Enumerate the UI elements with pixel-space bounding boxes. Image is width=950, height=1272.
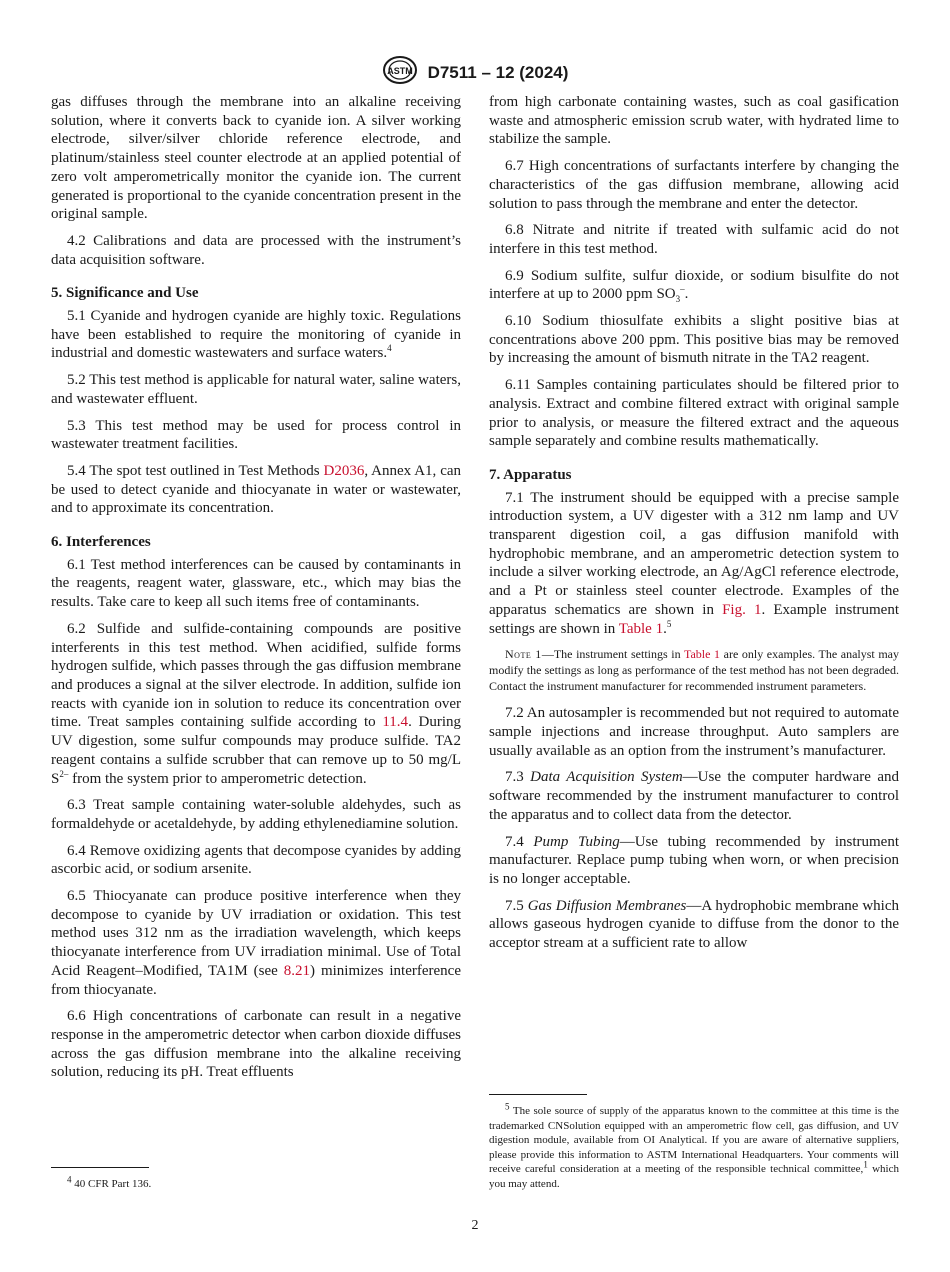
paragraph-6-9: 6.9 Sodium sulfite, sulfur dioxide, or sodium bisulfite do not interfere at up to 2000 ppm $SO_3^-$. [489, 267, 899, 305]
link-8-21[interactable]: 8.21 [283, 962, 310, 979]
link-d2036[interactable]: D2036 [323, 462, 365, 479]
paragraph-4-1-continued: gas diffuses through the membrane into an alkaline receiving solution, where it converts back to cyanide ion. A silver working electrode, silver/silver chloride reference electrode, and platinum/stainless steel counter electrode at an applied potential of zero volt amperometrically monitor the cyanide ion. The current generated is proportional to the cyanide concentration present in the original sample. [51, 94, 461, 223]
astm-logo-text: ASTM [386, 66, 413, 76]
paragraph-4-2: 4.2 Calibrations and data are processed with the instrument’s data acquisition software. [51, 232, 461, 268]
paragraph-6-1: 6.1 Test method interferences can be caused by contaminants in the reagents, reagent water, glassware, etc., which may bias the results. Take care to keep all such items free of contaminants. [51, 556, 461, 611]
footnote-5: $^5$ The sole source of supply of the apparatus known to the committee at this time is the trademarked CNSolution equipped with an amperometric flow cell, gas diffusion, and UV digestion module, available from OI Analytical. If you are aware of alternative suppliers, please provide this information to ASTM International Headquarters. Your comments will receive careful consideration at a meeting of the responsible technical committee,$^1$ which you may attend. [489, 1101, 899, 1190]
paragraph-6-6-continued: from high carbonate containing wastes, such as coal gasification waste and atmospheric emission scrub water, with hydrated lime to stabilize the sample. [489, 94, 899, 148]
right-column [489, 93, 899, 961]
astm-logo-icon [382, 55, 418, 90]
paragraph-5-1: 5.1 Cyanide and hydrogen cyanide are highly toxic. Regulations have been established to require the monitoring of cyanide in industrial and domestic wastewaters and surface waters.$^4$ [51, 308, 461, 362]
note-label: Note 1 [505, 647, 542, 662]
standard-designation: D7511 – 12 (2024) [427, 62, 569, 82]
paragraph-6-5: 6.5 Thiocyanate can produce positive interference when they decompose to cyanide by UV irradiation or oxidation. This test method uses 312 nm as the irradiation wavelength, which keeps thiocyanate interference from UV irradiation minimal. Use of Total Acid Reagent–Modified, TA1M (see 8.21) minimizes interference from thiocyanate. [51, 888, 461, 998]
paragraph-6-8: 6.8 Nitrate and nitrite if treated with sulfamic acid do not interfere in this test method. [489, 222, 899, 257]
paragraph-6-4: 6.4 Remove oxidizing agents that decompose cyanides by adding ascorbic acid, or sodium arsenite. [51, 842, 461, 878]
link-11-4[interactable]: 11.4 [382, 714, 409, 731]
footnote-4: $^4$ 40 CFR Part 136. [67, 1174, 152, 1190]
paragraph-6-7: 6.7 High concentrations of surfactants interfere by changing the characteristics of the gas diffusion membrane, allowing acid solution to pass through the membrane and enter the detector. [489, 158, 899, 212]
paragraph-7-2: 7.2 An autosampler is recommended but not required to automate sample injections and increase throughput. Auto samplers are usually available as an option from the instrument’s manufacturer. [489, 705, 899, 759]
paragraph-7-4: 7.4 Pump Tubing—Use tubing recommended by instrument manufacturer. Replace pump tubing when worn, or when precision is no longer acceptable. [489, 833, 899, 887]
page-header [0, 55, 950, 90]
note-1: Note 1—The instrument settings in Table 1 are only examples. The analyst may modify the settings as long as performance of the test method has not been degraded. Contact the instrument manufacturer for recommended instrument parameters. [489, 647, 899, 694]
paragraph-6-11: 6.11 Samples containing particulates should be filtered prior to analysis. Extract and combine filtered extract with original sample prior to analysis, or measure the filtered extract and the aqueous sample separately and combine results mathematically. [489, 377, 899, 450]
paragraph-7-5: 7.5 Gas Diffusion Membranes—A hydrophobic membrane which allows gaseous hydrogen cyanide to diffuse from the donor to the acceptor stream at a sufficient rate to allow [489, 897, 899, 952]
link-fig-1[interactable]: Fig. 1 [722, 601, 762, 618]
link-table-1-note[interactable]: Table 1 [683, 647, 721, 662]
footnote-ref-5: 5 [666, 618, 672, 629]
footnote-divider-right [489, 1094, 587, 1095]
paragraph-7-3: 7.3 Data Acquisition System—Use the computer hardware and software recommended by the instrument manufacturer to control the apparatus and to collect data from the detector. [489, 769, 899, 823]
link-table-1[interactable]: Table 1 [618, 620, 664, 637]
paragraph-5-2: 5.2 This test method is applicable for natural water, saline waters, and wastewater effluent. [51, 372, 461, 407]
paragraph-5-4: 5.4 The spot test outlined in Test Methods D2036, Annex A1, can be used to detect cyanide and thiocyanate in water or wastewater, and to approximate its concentration. [51, 462, 462, 517]
section-5-heading: 5. Significance and Use [51, 285, 199, 302]
paragraph-6-6: 6.6 High concentrations of carbonate can result in a negative response in the amperometric detector when carbon dioxide diffuses across the gas diffusion membrane into the alkaline receiving solution, reducing its pH. Treat effluents [51, 1008, 461, 1081]
section-7-heading: 7. Apparatus [489, 466, 572, 483]
footnote-ref-4: 4 [387, 343, 392, 354]
paragraph-5-3: 5.3 This test method may be used for process control in wastewater treatment facilities. [51, 417, 461, 453]
paragraph-6-10: 6.10 Sodium thiosulfate exhibits a slight positive bias at concentrations above 200 ppm. This positive bias may be removed by increasing the amount of bismuth nitrate in the TA2 reagent. [489, 313, 899, 367]
paragraph-7-1: 7.1 The instrument should be equipped with a precise sample introduction system, a UV digester with a 312 nm lamp and UV transparent digestion coil, a gas diffusion manifold with hydrophobic membrane, and an amperometric detection system to include a silver working electrode, an Ag/AgCl reference electrode, and a Pt or stainless steel counter electrode. Examples of the apparatus schematics are shown in Fig. 1. Example instrument settings are shown in Table 1.$^5$ [489, 489, 899, 637]
paragraph-6-2: 6.2 Sulfide and sulfide-containing compounds are positive interferents in this test method. When acidified, sulfide forms hydrogen sulfide, which passes through the gas diffusion membrane and produces a signal at the silver electrode. In addition, sulfide ion reacts with cyanide ion in solution to reduce its concentration over time. Treat samples containing sulfide according to 11.4. During UV digestion, some sulfur compounds may produce sulfide. TA2 reagent contains a sulfide scrubber that can remove up to 50 mg/L $S^{2-}$ from the system prior to amperometric detection. [51, 620, 461, 787]
footnote-divider-left [51, 1167, 149, 1168]
section-6-heading: 6. Interferences [51, 534, 151, 551]
paragraph-6-3: 6.3 Treat sample containing water-soluble aldehydes, such as formaldehyde or acetaldehyde, by adding ethylenediamine solution. [51, 797, 461, 832]
left-column [51, 93, 461, 1090]
page-number: 2 [471, 1218, 479, 1233]
